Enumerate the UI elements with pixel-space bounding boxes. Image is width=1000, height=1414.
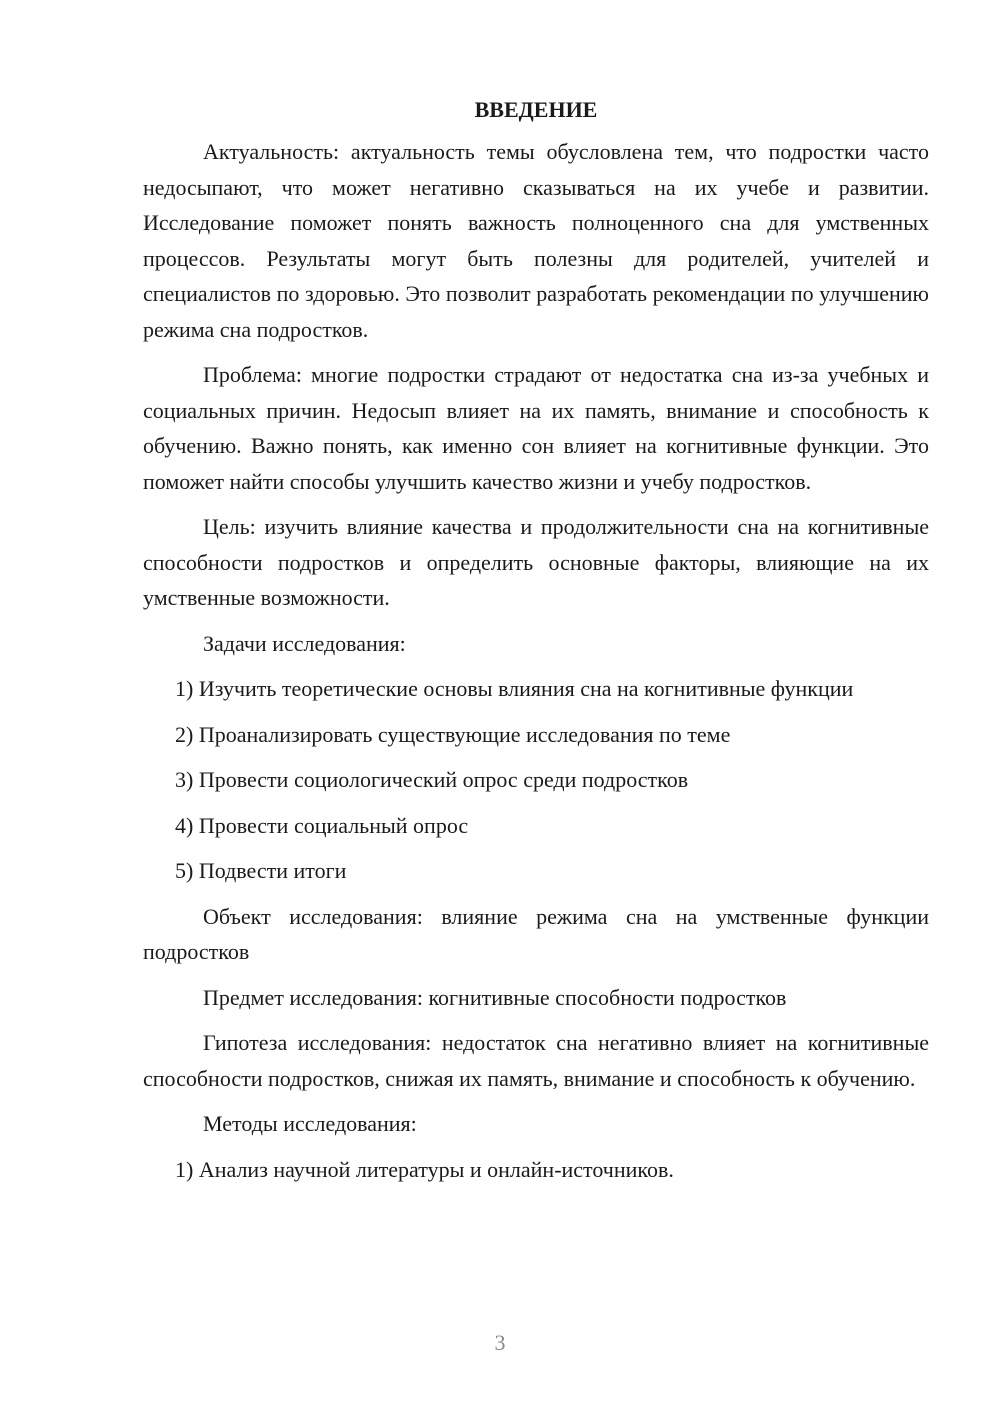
hypothesis-paragraph: Гипотеза исследования: недостаток сна негативно влияет на когнитивные способности подростков, снижая их память, внимание и способность к обучению.: [143, 1030, 929, 1091]
goal-paragraph: Цель: изучить влияние качества и продолжительности сна на когнитивные способности подростков и определить основные факторы, влияющие на их умственные возможности.: [143, 514, 929, 610]
task-item-1: 1) Изучить теоретические основы влияния сна на когнитивные функции: [175, 676, 854, 701]
document-page: [143, 92, 929, 1197]
task-item-5: 5) Подвести итоги: [175, 858, 347, 883]
section-title: ВВЕДЕНИЕ: [474, 97, 598, 122]
task-item-3: 3) Провести социологический опрос среди подростков: [175, 767, 689, 792]
tasks-label: Задачи исследования:: [203, 630, 406, 656]
problem-paragraph: Проблема: многие подростки страдают от недостатка сна из-за учебных и социальных причин. Недосып влияет на их память, внимание и способность к обучению. Важно понять, как именно сон влияет на когнитивные функции. Это поможет найти способы улучшить качество жизни и учебу подростков.: [143, 362, 929, 494]
task-item-4: 4) Провести социальный опрос: [175, 812, 469, 838]
page-number: 3: [494, 1330, 506, 1355]
relevance-paragraph: Актуальность: актуальность темы обусловлена тем, что подростки часто недосыпают, что может негативно сказываться на их учебе и развитии. Исследование поможет понять важность полноценного сна для умственных процессов. Результаты могут быть полезны для родителей, учителей и специалистов по здоровью. Это позволит разработать рекомендации по улучшению режима сна подростков.: [143, 139, 929, 342]
task-item-2: 2) Проанализировать существующие исследования по теме: [175, 721, 731, 747]
object-paragraph: Объект исследования: влияние режима сна на умственные функции подростков: [143, 903, 929, 964]
method-item-1: 1) Анализ научной литературы и онлайн-источников.: [175, 1156, 674, 1182]
subject-paragraph: Предмет исследования: когнитивные способности подростков: [203, 984, 787, 1010]
methods-label: Методы исследования:: [203, 1111, 417, 1136]
